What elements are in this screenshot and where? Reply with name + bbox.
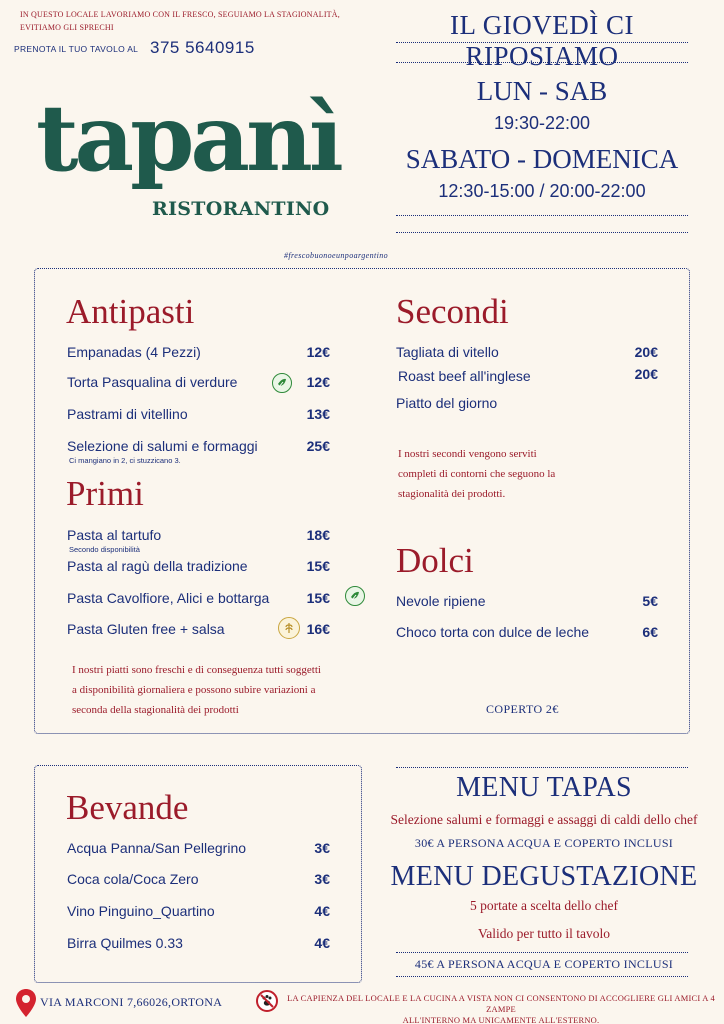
degustazione-description: Valido per tutto il tavolo xyxy=(478,926,610,941)
note-line: I nostri piatti sono freschi e di conseguenza tutti soggetti xyxy=(72,664,321,676)
menu-item-name: Pasta al ragù della tradizione xyxy=(67,558,248,574)
menu-item-name: Vino Pinguino_Quartino xyxy=(67,903,215,919)
closed-day-notice: IL GIOVEDÌ CI RIPOSIAMO xyxy=(450,10,634,71)
vegan-icon xyxy=(272,373,292,393)
tapas-title: MENU TAPAS xyxy=(456,772,632,803)
menu-item-price: 4€ xyxy=(314,935,330,951)
menu-item-price: 18€ xyxy=(306,527,330,543)
menu-item-price: 3€ xyxy=(314,871,330,887)
note-line: seconda della stagionalità dei prodotti xyxy=(72,704,239,716)
coperto-note: COPERTO 2€ xyxy=(486,702,559,716)
weekdays-hours: 19:30-22:00 xyxy=(493,113,591,133)
divider xyxy=(396,215,688,216)
intro-text xyxy=(20,8,360,34)
menu-item-note: Ci mangiano in 2, ci stuzzicano 3. xyxy=(69,456,181,465)
menu-item-price: 6€ xyxy=(642,624,658,640)
vegan-icon xyxy=(345,586,365,606)
menu-item-price: 15€ xyxy=(306,558,330,574)
weekend-hours: 12:30-15:00 / 20:00-22:00 xyxy=(438,181,646,201)
secondi-title: Secondi xyxy=(396,292,509,331)
note-line: I nostri secondi vengono serviti xyxy=(398,448,537,460)
pets-notice xyxy=(286,993,716,1024)
menu-item-name: Acqua Panna/San Pellegrino xyxy=(67,840,247,856)
tapas-price: 30€ A PERSONA ACQUA E COPERTO INCLUSI xyxy=(414,836,674,850)
menu-item-name: Nevole ripiene xyxy=(396,593,486,609)
menu-item-name: Tagliata di vitello xyxy=(396,344,499,360)
menu-item-name: Pasta al tartufo xyxy=(67,527,162,543)
menu-item-note: Secondo disponibilità xyxy=(69,545,140,554)
note-line: a disponibilità giornaliera e possono subire variazioni a xyxy=(72,684,316,696)
menu-item-price: 4€ xyxy=(314,903,330,919)
divider xyxy=(396,952,688,953)
address: VIA MARCONI 7,66026,ORTONA xyxy=(40,995,223,1009)
menu-item-price: 12€ xyxy=(306,374,330,390)
phone-number[interactable]: 375 5640915 xyxy=(150,38,255,57)
menu-item-name: Piatto del giorno xyxy=(396,395,498,411)
menu-item-name: Birra Quilmes 0.33 xyxy=(67,935,183,951)
secondi-note xyxy=(398,444,658,504)
note-line: stagionalità dei prodotti. xyxy=(398,488,506,500)
divider xyxy=(396,976,688,977)
pets-notice-line: ALL'INTERNO MA UNICAMENTE ALL'ESTERNO. xyxy=(402,1015,600,1024)
dolci-title: Dolci xyxy=(396,541,474,580)
booking-label: PRENOTA IL TUO TAVOLO AL xyxy=(14,44,139,54)
menu-item-price: 20€ xyxy=(634,344,658,360)
primi-title: Primi xyxy=(66,474,144,513)
antipasti-title: Antipasti xyxy=(66,292,195,331)
menu-item-price: 3€ xyxy=(314,840,330,856)
menu-item-name: Pastrami di vitellino xyxy=(67,406,188,422)
weekdays-label: LUN - SAB xyxy=(476,76,608,106)
intro-line: EVITIAMO GLI SPRECHI xyxy=(20,23,114,32)
menu-item-name: Choco torta con dulce de leche xyxy=(396,624,590,640)
menu-item-price: 25€ xyxy=(306,438,330,454)
degustazione-title: MENU DEGUSTAZIONE xyxy=(390,861,698,892)
menu-item-name: Torta Pasqualina di verdure xyxy=(67,374,238,390)
menu-item-price: 15€ xyxy=(306,590,330,606)
menu-item-price: 13€ xyxy=(306,406,330,422)
menu-item-price: 16€ xyxy=(306,621,330,637)
pets-notice-line: LA CAPIENZA DEL LOCALE E LA CUCINA A VISTA NON CI CONSENTONO DI ACCOGLIERE GLI AMICI A 4 ZAMPE xyxy=(287,993,715,1014)
divider xyxy=(396,767,688,768)
menu-item-price: 5€ xyxy=(642,593,658,609)
primi-note xyxy=(72,660,372,720)
menu-item-name: Pasta Cavolfiore, Alici e bottarga xyxy=(67,590,270,606)
logo-name: tapanì xyxy=(36,84,340,192)
menu-item-name: Pasta Gluten free + salsa xyxy=(67,621,225,637)
bevande-title: Bevande xyxy=(66,788,189,827)
divider xyxy=(396,232,688,233)
menu-item-name: Selezione di salumi e formaggi xyxy=(67,438,258,454)
note-line: completi di contorni che seguono la xyxy=(398,468,556,480)
logo-subtitle: RISTORANTINO xyxy=(152,198,330,220)
weekend-label: SABATO - DOMENICA xyxy=(405,144,679,174)
no-pets-icon xyxy=(256,990,278,1012)
hashtag: #frescobuonoeunpoargentino xyxy=(284,251,389,260)
tapas-description: Selezione salumi e formaggi e assaggi di caldi dello chef xyxy=(390,812,698,827)
menu-item-price: 12€ xyxy=(306,344,330,360)
menu-item-name: Roast beef all'inglese xyxy=(398,368,531,384)
menu-item-name: Empanadas (4 Pezzi) xyxy=(67,344,201,360)
location-pin-icon xyxy=(15,988,37,1018)
degustazione-description: 5 portate a scelta dello chef xyxy=(469,898,619,913)
menu-item-price: 20€ xyxy=(634,366,658,382)
menu-item-name: Coca cola/Coca Zero xyxy=(67,871,199,887)
degustazione-price: 45€ A PERSONA ACQUA E COPERTO INCLUSI xyxy=(414,957,674,971)
intro-line: IN QUESTO LOCALE LAVORIAMO CON IL FRESCO, SEGUIAMO LA STAGIONALITÀ, xyxy=(20,10,340,19)
